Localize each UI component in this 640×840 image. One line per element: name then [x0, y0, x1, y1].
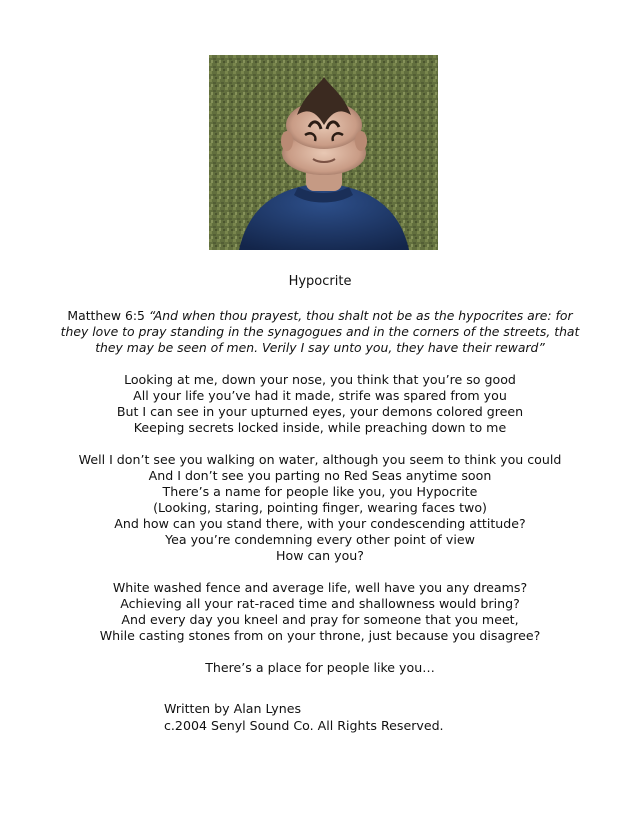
poem-line: White washed fence and average life, well have you any dreams? [112, 580, 528, 595]
cover-photo [209, 55, 438, 250]
poem-line: There’s a name for people like you, you Hypocrite [162, 484, 478, 499]
poem-title: Hypocrite [288, 274, 352, 289]
poem-line: Achieving all your rat-raced time and shallowness would bring? [120, 596, 520, 611]
copyright-notice: c.2004 Senyl Sound Co. All Rights Reserved. [164, 718, 444, 733]
poem-line: And every day you kneel and pray for someone that you meet, [121, 612, 519, 627]
poem-line: Well I don’t see you walking on water, although you seem to think you could [78, 452, 562, 467]
poem-line: Yea you’re condemning every other point of view [165, 532, 475, 547]
scripture-epigraph [58, 308, 582, 356]
scripture-reference: Matthew 6:5 [67, 308, 145, 323]
poem-line: There’s a place for people like you… [205, 660, 435, 675]
poem-line: And I don’t see you parting no Red Seas anytime soon [148, 468, 492, 483]
poem-line: Keeping secrets locked inside, while preaching down to me [133, 420, 507, 435]
stanza-1 [0, 372, 640, 436]
poem-line: (Looking, staring, pointing finger, wearing faces two) [153, 500, 487, 515]
stanza-3 [0, 580, 640, 644]
poem-line: Looking at me, down your nose, you think that you’re so good [124, 372, 516, 387]
poem-line: But I can see in your upturned eyes, your demons colored green [116, 404, 524, 419]
poem-line: All your life you’ve had it made, strife was spared from you [133, 388, 507, 403]
poem-line: How can you? [276, 548, 364, 563]
author-credit: Written by Alan Lynes [164, 701, 302, 716]
scripture-quote: “And when thou prayest, thou shalt not be as the hypocrites are: for they love to pray standing in the synagogues and in the corners of the streets, that they may be seen of men. Verily I say unto you, they have their reward” [60, 308, 580, 355]
credits [164, 700, 444, 734]
poem-line: And how can you stand there, with your condescending attitude? [114, 516, 526, 531]
stanza-4 [0, 660, 640, 676]
poem-line: While casting stones from on your throne, just because you disagree? [99, 628, 541, 643]
stanza-2 [0, 452, 640, 564]
